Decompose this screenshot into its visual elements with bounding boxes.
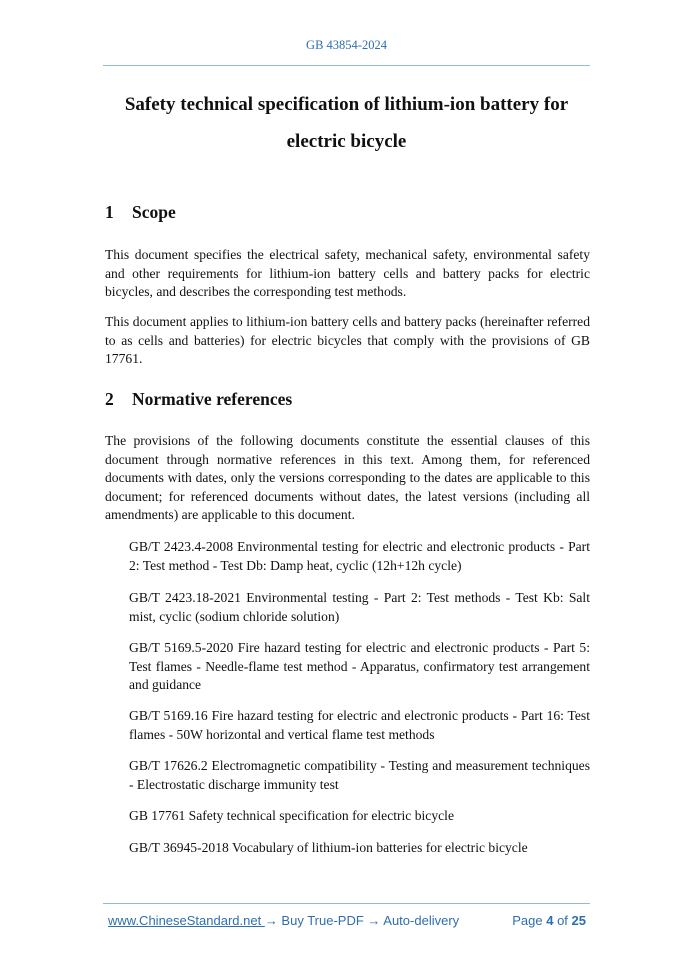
paragraph: The provisions of the following documents constitute the essential clauses of this document through normative references in this text. Among them, for referenced documents with dates, only the versions corresponding to the dates are applicable to this document; for referenced documents without dates, the latest versions (including all amendments) are applicable to this document.: [105, 433, 590, 522]
section-heading-normative-references: [105, 389, 292, 410]
paragraph: This document applies to lithium-ion battery cells and battery packs (hereinafter referred to as cells and batteries) for electric bicycles that comply with the provisions of GB 17761.: [105, 314, 590, 366]
arrow-right-icon: →: [264, 913, 278, 928]
section-title: Normative references: [132, 389, 293, 409]
reference-item: GB/T 17626.2 Electromagnetic compatibility - Testing and measurement techniques - Electrostatic discharge immunity test: [129, 758, 590, 792]
section-number: 2: [105, 389, 114, 409]
buy-pdf-text: Buy True-PDF: [277, 913, 368, 928]
footer-rule: [103, 903, 590, 904]
header-rule: [103, 65, 590, 66]
section-heading-scope: [105, 202, 176, 223]
reference-item: GB/T 5169.16 Fire hazard testing for electric and electronic products - Part 16: Test flames - 50W horizontal and vertical flame test methods: [129, 708, 590, 742]
arrow-right-icon: →: [367, 913, 381, 928]
reference-item: GB/T 5169.5-2020 Fire hazard testing for electric and electronic products - Part 5: Test flames - Needle-flame test method - Apparatus, confirmatory test arrangement and guidance: [129, 640, 590, 692]
auto-delivery-text: Auto-delivery: [380, 913, 460, 928]
reference-item: GB/T 2423.4-2008 Environmental testing for electric and electronic products - Part 2: Test method - Test Db: Damp heat, cyclic (12h+12h cycle): [129, 539, 590, 573]
page-label: Page: [512, 913, 547, 928]
section-title: Scope: [132, 202, 176, 222]
reference-item: GB/T 2423.18-2021 Environmental testing - Part 2: Test methods - Test Kb: Salt mist, cyclic (sodium chloride solution): [129, 590, 590, 624]
header-doc-id: GB 43854-2024: [306, 38, 387, 52]
page-of: of: [553, 913, 572, 928]
title-line-2: electric bicycle: [286, 131, 407, 152]
title-line-1: Safety technical specification of lithium-ion battery for: [124, 94, 569, 115]
reference-item: GB/T 36945-2018 Vocabulary of lithium-ion batteries for electric bicycle: [129, 840, 528, 855]
reference-item: GB 17761 Safety technical specification for electric bicycle: [129, 808, 454, 823]
paragraph: This document specifies the electrical safety, mechanical safety, environmental safety and other requirements for lithium-ion battery cells and battery packs for electric bicycles, and describes the corresponding test methods.: [105, 247, 590, 299]
website-link[interactable]: www.ChineseStandard.net: [108, 913, 265, 928]
footer: [108, 913, 586, 928]
section-number: 1: [105, 202, 114, 222]
page-total: 25: [571, 913, 586, 928]
page-number: 4: [546, 913, 554, 928]
page-indicator: [512, 913, 586, 928]
